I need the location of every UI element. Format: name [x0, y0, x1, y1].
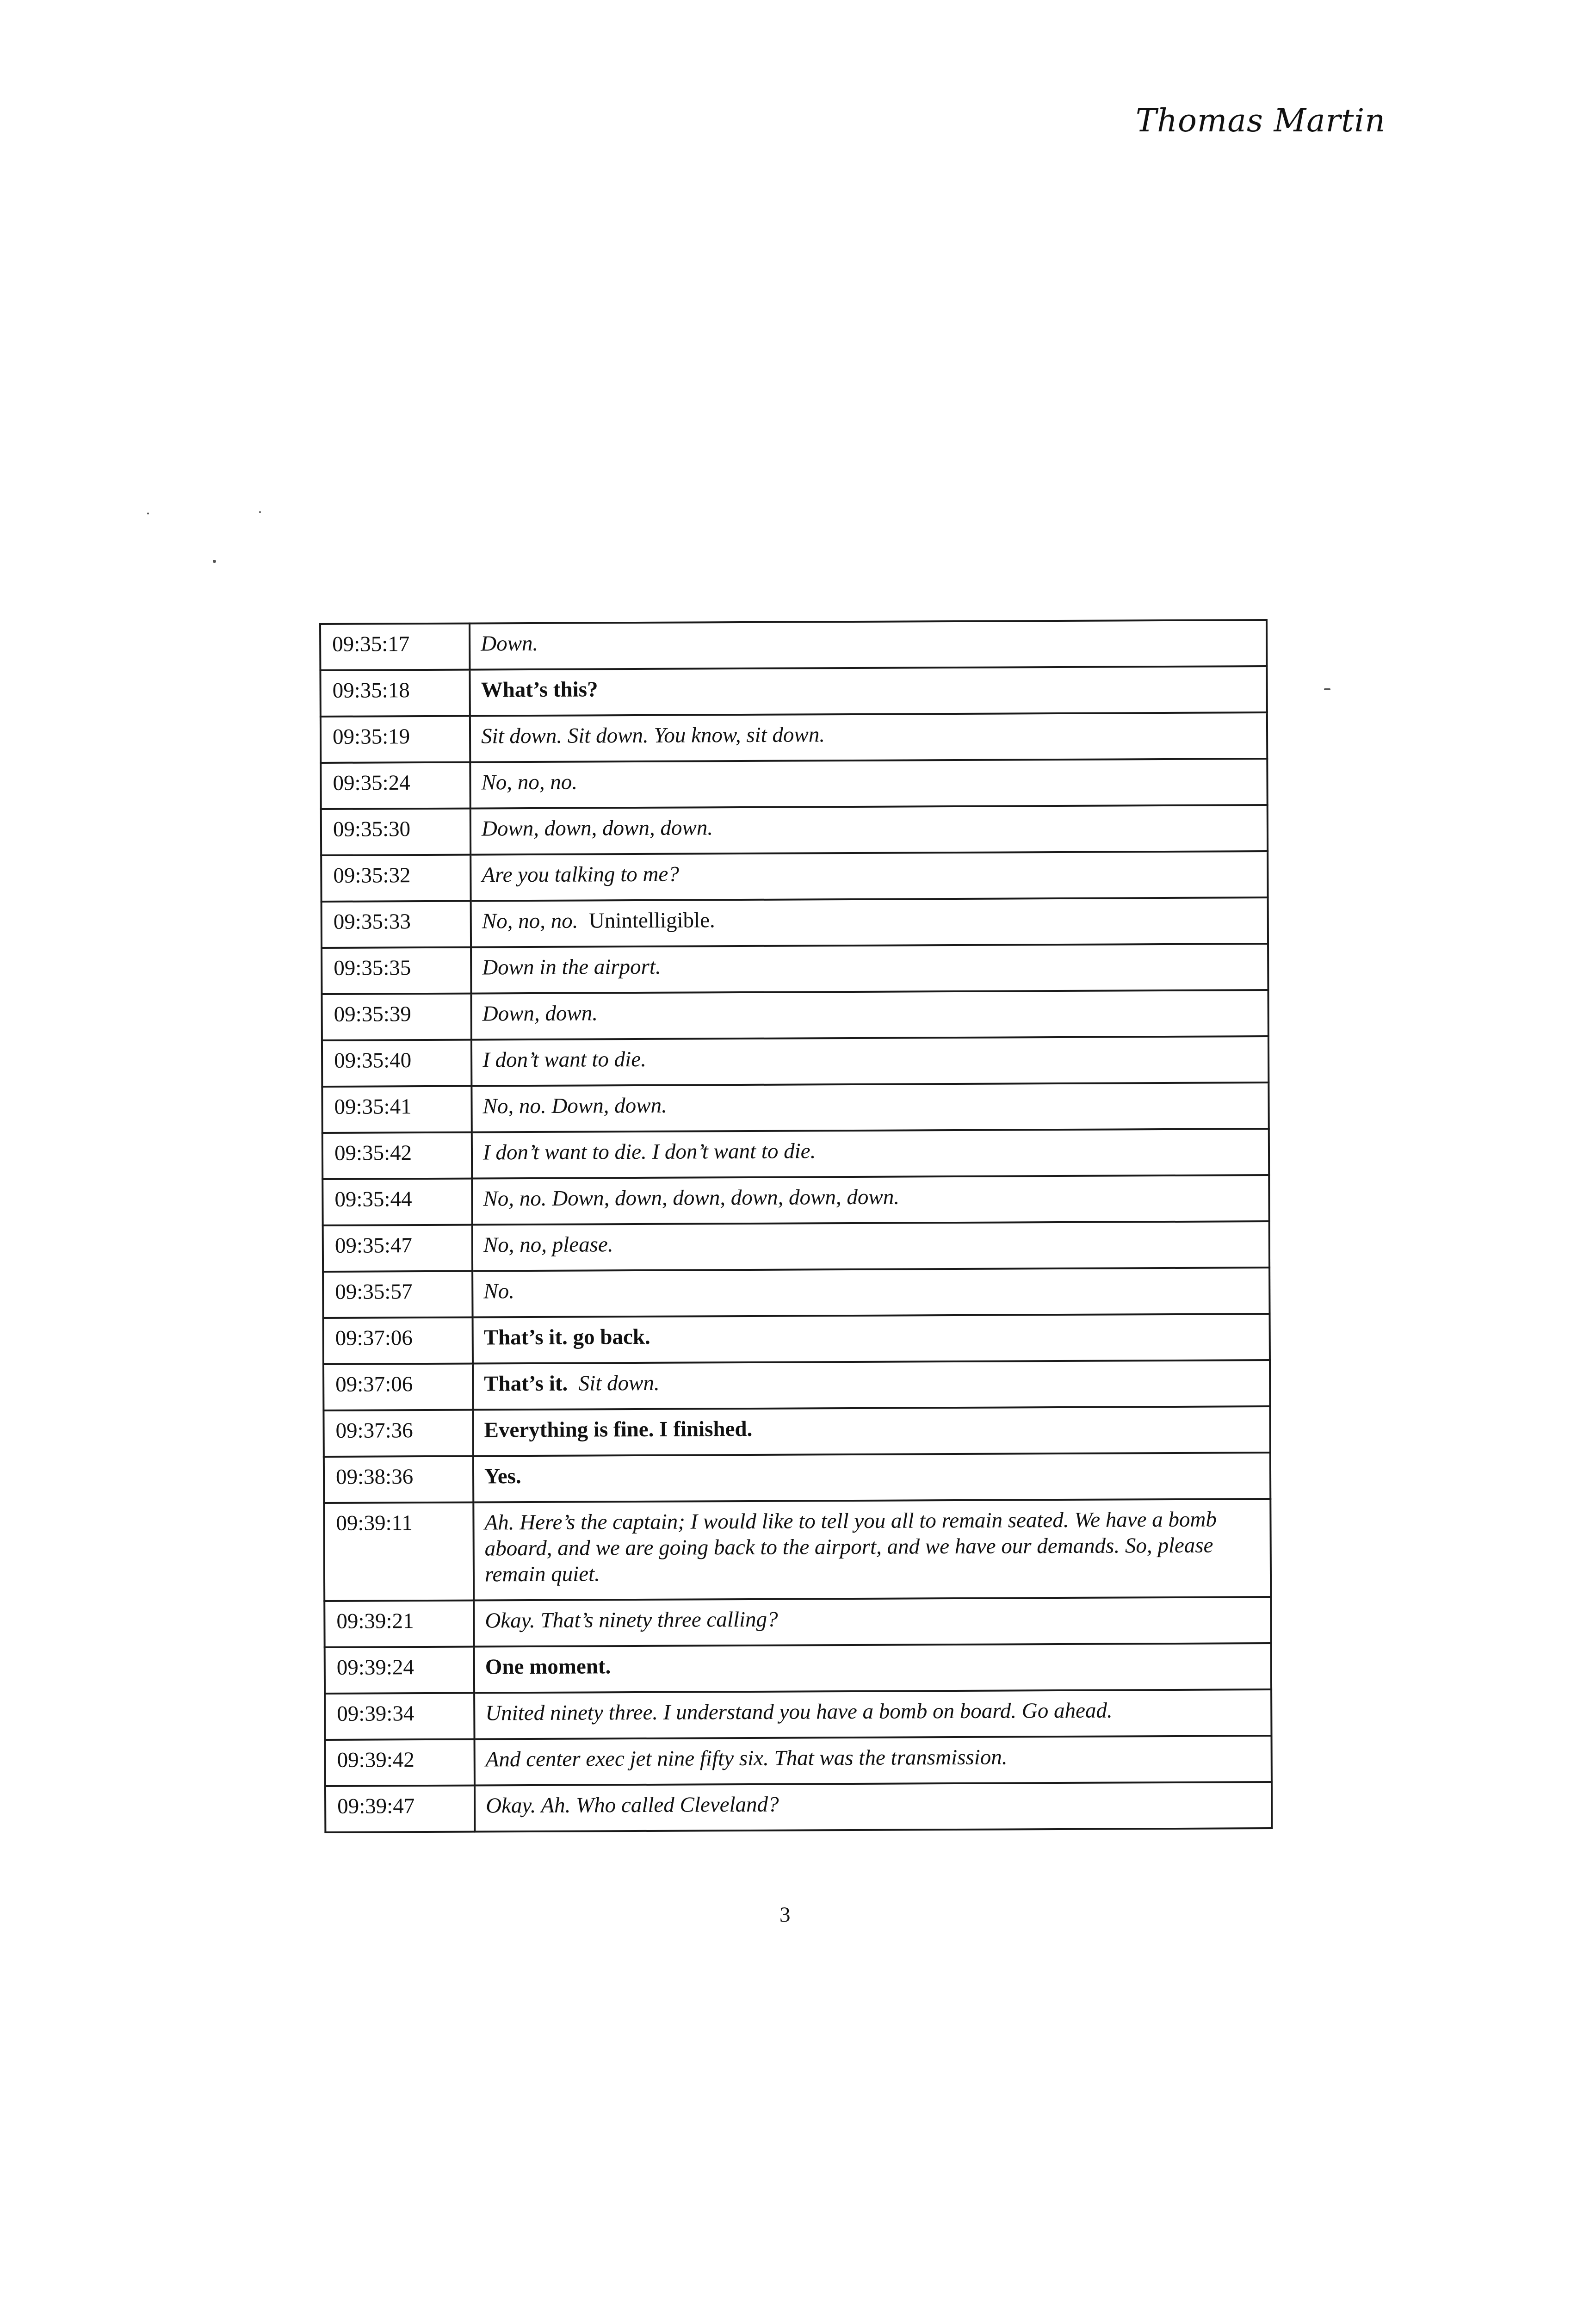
utterance: One moment. [474, 1643, 1271, 1693]
table-row [321, 712, 1267, 763]
timestamp: 09:37:06 [323, 1364, 473, 1410]
timestamp: 09:39:47 [325, 1786, 475, 1832]
timestamp: 09:39:34 [325, 1693, 474, 1740]
table-row [325, 1689, 1271, 1740]
utterance: Okay. Ah. Who called Cleveland? [475, 1782, 1272, 1832]
table-row [323, 1268, 1269, 1318]
utterance: No, no, please. [472, 1221, 1269, 1271]
utterance: Yes. [473, 1453, 1270, 1503]
table-row [324, 1453, 1270, 1503]
scan-speck [259, 511, 261, 513]
utterance: What’s this? [470, 666, 1267, 716]
utterance-italic-part: Sit down. [578, 1371, 660, 1396]
utterance: No, no. Down, down. [471, 1082, 1268, 1132]
timestamp: 09:35:17 [320, 624, 470, 670]
timestamp: 09:35:41 [322, 1086, 471, 1133]
utterance: I don’t want to die. I don’t want to die. [472, 1129, 1269, 1179]
table-row [322, 1129, 1269, 1179]
utterance [471, 897, 1268, 947]
timestamp: 09:35:39 [322, 994, 471, 1040]
timestamp: 09:38:36 [324, 1456, 473, 1503]
scan-speck [147, 513, 149, 514]
utterance: Ah. Here’s the captain; I would like to tell you all to remain seated. We have a bomb aboard, and we are going back to the airport, and we have our demands. So, please remain quiet. [473, 1499, 1271, 1601]
transcript-table [319, 619, 1273, 1833]
utterance: I don’t want to die. [471, 1036, 1268, 1086]
utterance: That’s it. go back. [473, 1314, 1270, 1364]
timestamp: 09:35:35 [322, 947, 471, 994]
timestamp: 09:35:30 [321, 809, 470, 855]
utterance: Down, down, down, down. [470, 805, 1268, 855]
timestamp: 09:35:47 [323, 1225, 472, 1272]
timestamp: 09:35:42 [322, 1132, 472, 1179]
utterance: Everything is fine. I finished. [473, 1406, 1270, 1456]
table-row [325, 1643, 1271, 1694]
table-row [320, 620, 1267, 670]
utterance: Down. [470, 620, 1267, 670]
scan-speck [1324, 688, 1330, 690]
table-row [320, 666, 1267, 717]
table-row [323, 1406, 1270, 1457]
table-row [325, 1736, 1272, 1786]
utterance: No, no, no. [470, 759, 1267, 809]
utterance: Sit down. Sit down. You know, sit down. [470, 712, 1267, 762]
table-row [322, 1175, 1269, 1225]
transcript-body [320, 620, 1272, 1832]
table-row [323, 1314, 1270, 1364]
table-row [324, 1499, 1271, 1601]
utterance: Okay. That’s ninety three calling? [474, 1597, 1271, 1647]
table-row [321, 759, 1267, 809]
timestamp: 09:35:32 [321, 855, 470, 902]
timestamp: 09:37:06 [323, 1317, 473, 1364]
timestamp: 09:35:44 [322, 1179, 472, 1225]
table-row [321, 805, 1268, 855]
utterance: United ninety three. I understand you have a bomb on board. Go ahead. [474, 1689, 1271, 1739]
timestamp: 09:35:33 [322, 901, 471, 948]
utterance: No, no. Down, down, down, down, down, down. [472, 1175, 1269, 1225]
utterance-normal-part: Unintelligible. [588, 908, 715, 933]
timestamp: 09:35:19 [321, 716, 470, 763]
table-row [322, 897, 1268, 948]
table-row [325, 1782, 1272, 1832]
timestamp: 09:39:11 [324, 1503, 474, 1601]
table-row [323, 1221, 1269, 1272]
page-number: 3 [779, 1903, 791, 1927]
scan-speck [213, 560, 216, 563]
table-row [322, 1082, 1268, 1133]
table-row [322, 990, 1268, 1040]
table-row [322, 1036, 1268, 1087]
utterance: And center exec jet nine fifty six. That was the transmission. [475, 1736, 1272, 1786]
timestamp: 09:39:42 [325, 1739, 475, 1786]
timestamp: 09:35:24 [321, 762, 470, 809]
utterance: Down, down. [471, 990, 1268, 1040]
timestamp: 09:39:24 [325, 1647, 474, 1694]
table-row [323, 1360, 1270, 1410]
table-row [322, 944, 1268, 994]
timestamp: 09:35:40 [322, 1040, 471, 1087]
utterance-bold-part: That’s it. [484, 1371, 568, 1396]
table-row [321, 851, 1268, 902]
table-row [324, 1597, 1271, 1647]
timestamp: 09:35:18 [320, 670, 470, 717]
utterance [473, 1360, 1270, 1410]
utterance: No. [472, 1268, 1269, 1317]
timestamp: 09:39:21 [324, 1601, 474, 1647]
utterance: Are you talking to me? [470, 851, 1268, 901]
timestamp: 09:37:36 [323, 1410, 473, 1457]
running-head: Thomas Martin [1135, 103, 1386, 139]
timestamp: 09:35:57 [323, 1271, 472, 1318]
utterance-italic-part: No, no, no. [482, 909, 578, 934]
utterance: Down in the airport. [471, 944, 1268, 994]
